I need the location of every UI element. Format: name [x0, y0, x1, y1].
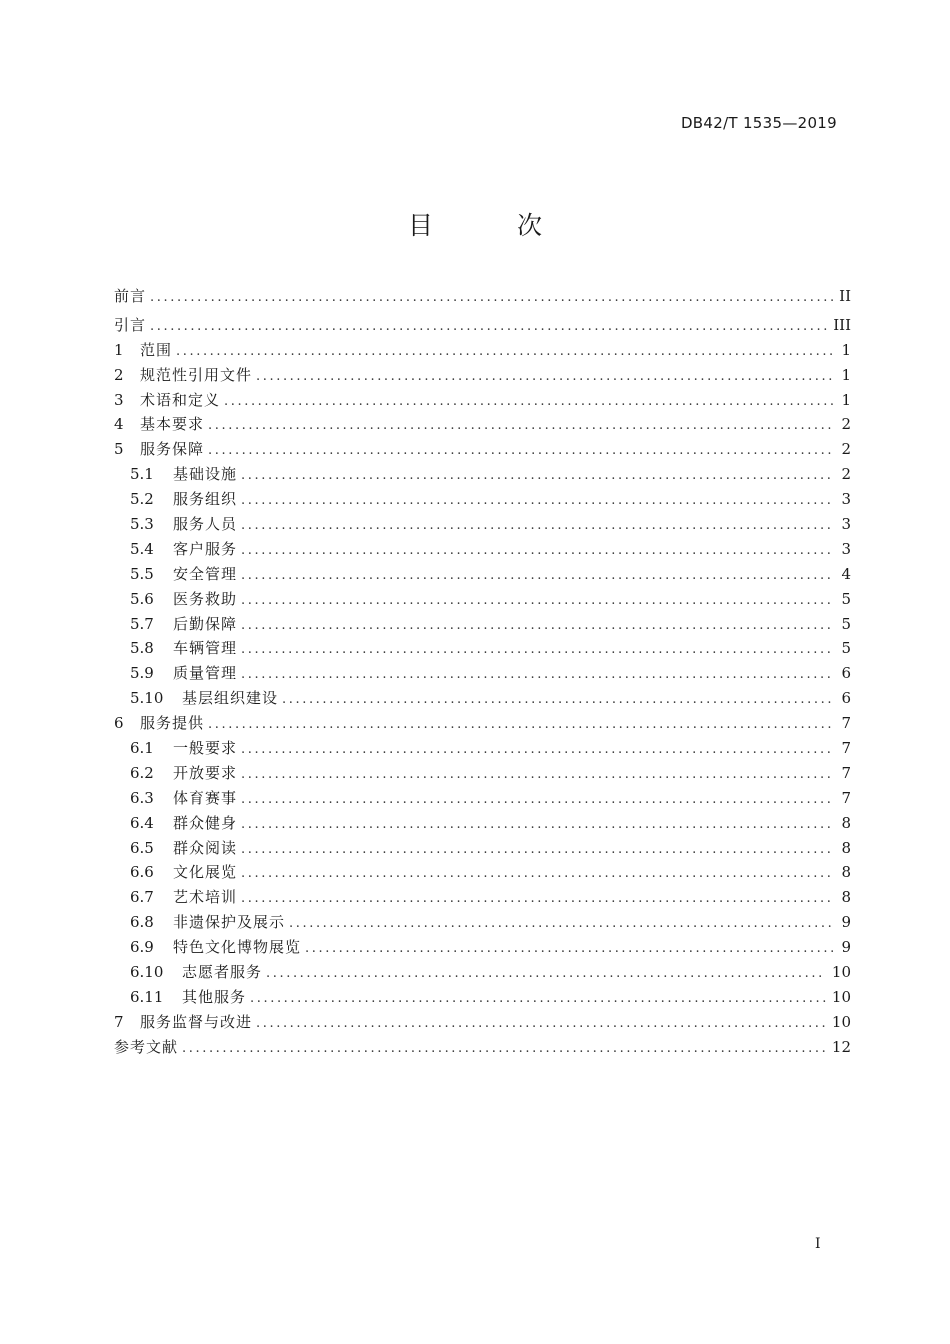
toc-entry-number: 7: [114, 1012, 124, 1031]
toc-entry-label: 规范性引用文件: [140, 365, 253, 384]
toc-leader-dots: [241, 763, 833, 788]
toc-entry-page: 10: [831, 963, 851, 982]
toc-leader-dots: [241, 564, 833, 589]
toc-entry-label: 服务提供: [140, 714, 205, 733]
toc-entry-number: 2: [114, 365, 124, 384]
toc-entry-number: 5.4: [130, 539, 154, 558]
toc-entry[interactable]: [114, 1010, 851, 1035]
toc-entry[interactable]: [114, 313, 851, 338]
toc-leader-dots: [241, 738, 833, 763]
toc-entry-page: 7: [841, 763, 851, 782]
toc-entry-page: 1: [841, 340, 851, 359]
toc-entry-page: 3: [841, 515, 851, 534]
toc-entry[interactable]: [114, 836, 851, 861]
toc-entry-number: 1: [114, 340, 124, 359]
toc-entry-label: 开放要求: [173, 763, 238, 782]
toc-entry-page: 2: [841, 465, 851, 484]
toc-leader-dots: [224, 390, 833, 415]
toc-entry-label: 服务监督与改进: [140, 1012, 253, 1031]
toc-leader-dots: [241, 813, 833, 838]
toc-entry-label: 文化展览: [173, 863, 238, 882]
toc-entry-number: 6.4: [130, 813, 154, 832]
toc-entry-label: 基础设施: [173, 465, 238, 484]
toc-entry-page: 5: [841, 639, 851, 658]
toc-entry-label: 前言: [114, 287, 147, 305]
toc-entry[interactable]: [114, 412, 851, 437]
toc-entry-number: 5.1: [130, 465, 154, 484]
toc-entry[interactable]: [114, 388, 851, 413]
toc-entry-label: 志愿者服务: [182, 963, 263, 982]
toc-entry-page: 8: [841, 813, 851, 832]
toc-leader-dots: [266, 962, 826, 987]
toc-entry-page: 12: [831, 1037, 851, 1056]
toc-entry-number: 5.5: [130, 564, 154, 583]
toc-entry[interactable]: [114, 960, 851, 985]
toc-entry[interactable]: [114, 437, 851, 462]
toc-entry-label: 术语和定义: [140, 390, 221, 409]
toc-entry[interactable]: [114, 338, 851, 363]
toc-entry-number: 6.3: [130, 788, 154, 807]
toc-leader-dots: [241, 589, 833, 614]
document-code: DB42/T 1535—2019: [680, 114, 837, 132]
toc-leader-dots: [241, 887, 833, 912]
toc-entry[interactable]: [114, 512, 851, 537]
toc-entry-label: 服务组织: [173, 490, 238, 509]
toc-entry-number: 6: [114, 714, 124, 733]
toc-entry-page: 9: [841, 938, 851, 957]
toc-entry-label: 其他服务: [182, 987, 247, 1006]
toc-entry-label: 医务救助: [173, 589, 238, 608]
toc-entry[interactable]: [114, 736, 851, 761]
toc-entry-page: II: [839, 287, 851, 305]
toc-entry[interactable]: [114, 487, 851, 512]
toc-entry-label: 非遗保护及展示: [173, 913, 286, 932]
toc-leader-dots: [176, 340, 833, 365]
toc-entry[interactable]: [114, 985, 851, 1010]
toc-entry-page: 7: [841, 788, 851, 807]
toc-entry-number: 6.7: [130, 888, 154, 907]
toc-leader-dots: [241, 614, 833, 639]
toc-entry-page: 10: [831, 1012, 851, 1031]
toc-entry[interactable]: [114, 711, 851, 736]
toc-entry[interactable]: [114, 935, 851, 960]
toc-entry-page: 3: [841, 539, 851, 558]
toc-entry-page: 2: [841, 440, 851, 459]
toc-entry[interactable]: [114, 562, 851, 587]
toc-entry[interactable]: [114, 860, 851, 885]
toc-entry-number: 5.6: [130, 589, 154, 608]
toc-entry-label: 基本要求: [140, 415, 205, 434]
toc-entry-page: 7: [841, 739, 851, 758]
toc-entry-number: 6.6: [130, 863, 154, 882]
toc-entry[interactable]: [114, 661, 851, 686]
toc-entry-number: 6.10: [130, 963, 164, 982]
toc-entry-label: 车辆管理: [173, 639, 238, 658]
toc-entry-label: 基层组织建设: [182, 689, 279, 708]
toc-entry-label: 群众阅读: [173, 838, 238, 857]
toc-entry-page: III: [833, 315, 851, 334]
toc-entry-label: 体育赛事: [173, 788, 238, 807]
toc-entry-page: 2: [841, 415, 851, 434]
toc-leader-dots: [241, 638, 833, 663]
toc-entry-page: 8: [841, 838, 851, 857]
toc-entry-number: 5.7: [130, 614, 154, 633]
toc-entry-number: 5.3: [130, 515, 154, 534]
toc-entry-page: 3: [841, 490, 851, 509]
toc-entry-number: 5: [114, 440, 124, 459]
toc-entry[interactable]: [114, 612, 851, 637]
toc-leader-dots: [150, 286, 833, 311]
toc-leader-dots: [241, 838, 833, 863]
toc-leader-dots: [182, 1037, 826, 1062]
toc-entry-number: 6.8: [130, 913, 154, 932]
toc-entry-number: 6.1: [130, 739, 154, 758]
toc-leader-dots: [256, 365, 833, 390]
toc-leader-dots: [256, 1012, 826, 1037]
toc-leader-dots: [150, 315, 827, 340]
toc-entry-number: 5.2: [130, 490, 154, 509]
toc-entry-label: 服务保障: [140, 440, 205, 459]
toc-leader-dots: [241, 862, 833, 887]
toc-entry[interactable]: [114, 284, 851, 309]
toc-entry-label: 参考文献: [114, 1037, 179, 1056]
toc-leader-dots: [282, 688, 833, 713]
toc-leader-dots: [208, 439, 833, 464]
toc-title: 目 次: [408, 211, 580, 240]
toc-entry-label: 引言: [114, 315, 147, 334]
toc-leader-dots: [208, 414, 833, 439]
toc-entry-page: 4: [841, 564, 851, 583]
toc-leader-dots: [250, 987, 826, 1012]
toc-leader-dots: [241, 489, 833, 514]
toc-entry[interactable]: [114, 537, 851, 562]
page-number: I: [815, 1236, 821, 1252]
toc-entry-number: 6.9: [130, 938, 154, 957]
toc-entry-page: 5: [841, 589, 851, 608]
toc-entry[interactable]: [114, 686, 851, 711]
toc-leader-dots: [241, 788, 833, 813]
toc-entry-label: 客户服务: [173, 539, 238, 558]
toc-entry[interactable]: [114, 636, 851, 661]
toc-leader-dots: [241, 464, 833, 489]
toc-entry[interactable]: [114, 811, 851, 836]
toc-entry-number: 5.8: [130, 639, 154, 658]
toc-entry-page: 8: [841, 863, 851, 882]
toc-entry-number: 3: [114, 390, 124, 409]
toc-entry-label: 安全管理: [173, 564, 238, 583]
toc-entry-label: 特色文化博物展览: [173, 938, 302, 957]
toc-leader-dots: [241, 663, 833, 688]
toc-entry-label: 群众健身: [173, 813, 238, 832]
toc-entry-number: 6.2: [130, 763, 154, 782]
toc-leader-dots: [208, 713, 833, 738]
toc-entry[interactable]: [114, 761, 851, 786]
toc-entry[interactable]: [114, 885, 851, 910]
toc-leader-dots: [241, 514, 833, 539]
toc-entry-number: 4: [114, 415, 124, 434]
toc-entry-number: 5.10: [130, 689, 164, 708]
toc-entry-page: 7: [841, 714, 851, 733]
toc-entry[interactable]: [114, 587, 851, 612]
toc-entry-number: 5.9: [130, 664, 154, 683]
toc-entry-page: 9: [841, 913, 851, 932]
toc-entry-label: 艺术培训: [173, 888, 238, 907]
toc-entry-page: 6: [841, 664, 851, 683]
toc-entry-page: 5: [841, 614, 851, 633]
toc-entry[interactable]: [114, 462, 851, 487]
toc-entry-label: 一般要求: [173, 739, 238, 758]
toc-entry-page: 1: [841, 365, 851, 384]
toc-entry[interactable]: [114, 910, 851, 935]
toc-entry-page: 10: [831, 987, 851, 1006]
toc-leader-dots: [241, 539, 833, 564]
toc-entry-label: 质量管理: [173, 664, 238, 683]
toc-entry-number: 6.11: [130, 987, 164, 1006]
toc-entry-label: 范围: [140, 340, 173, 359]
toc-leader-dots: [289, 912, 833, 937]
toc-entry-page: 6: [841, 689, 851, 708]
toc-entry[interactable]: [114, 1035, 851, 1060]
toc-entry[interactable]: [114, 363, 851, 388]
toc-entry-label: 服务人员: [173, 515, 238, 534]
toc-entry-page: 1: [841, 390, 851, 409]
toc-entry-number: 6.5: [130, 838, 154, 857]
toc-entry-page: 8: [841, 888, 851, 907]
toc-entry[interactable]: [114, 786, 851, 811]
toc-entry-label: 后勤保障: [173, 614, 238, 633]
toc-leader-dots: [305, 937, 833, 962]
table-of-contents: [114, 284, 851, 1060]
